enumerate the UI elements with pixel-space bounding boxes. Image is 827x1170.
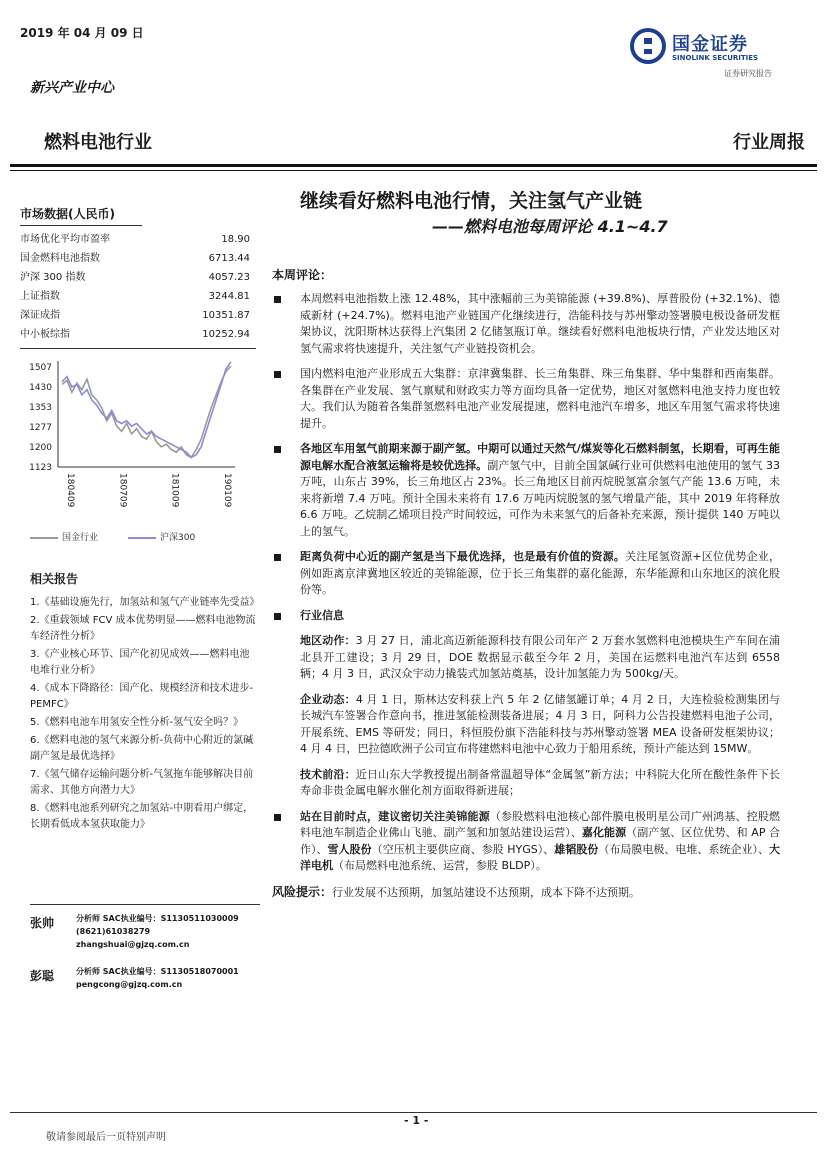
legend-label-industry: 国金行业 <box>62 533 99 543</box>
market-data-row <box>20 325 260 344</box>
comment-bullet <box>272 549 780 599</box>
footer-divider <box>10 1112 817 1113</box>
analyst-email[interactable]: pengcong@gjzq.com.cn <box>76 980 183 989</box>
industry-name: 燃料电池行业 <box>44 132 152 153</box>
main-content <box>272 266 780 901</box>
related-report-item[interactable]: 4.《成本下降路径：国产化、规模经济和技术进步-PEMFC》 <box>30 683 254 710</box>
analyst-sac: 分析师 SAC执业编号：S1130511030009 <box>76 914 239 923</box>
market-data-label: 国金燃料电池指数 <box>20 253 100 264</box>
analyst-info <box>76 965 239 991</box>
y-tick-label: 1277 <box>29 422 52 433</box>
market-data-divider <box>20 348 256 349</box>
analyst-entry <box>30 965 262 991</box>
series-line <box>62 362 231 458</box>
analyst-email[interactable]: zhangshuai@gjzq.com.cn <box>76 940 190 949</box>
analyst-info <box>76 912 239 951</box>
bullet-emphasis: 距离负荷中心近的副产氢是当下最优选择，也是最有价值的资源。 <box>300 550 626 563</box>
analyst-name: 彭聪 <box>30 969 55 983</box>
y-tick-label: 1123 <box>29 463 52 473</box>
bullet-text: （布局燃料电池系统、运营，参股 BLDP）。 <box>333 859 547 872</box>
related-reports <box>30 570 258 835</box>
series-line <box>62 366 231 457</box>
bullet-text: 关注尾氢资源+区位优势企业，例如距离京津冀地区较近的美锦能源，位于长三角集群的嘉化能源，东华能源和山东地区的滨化股份等。 <box>300 550 780 596</box>
analyst-entry <box>30 912 262 951</box>
report-subtitle: ——燃料电池每周评论 4.1~4.7 <box>432 217 668 236</box>
bullet-emphasis: 站在目前时点，建议密切关注美锦能源 <box>300 809 490 823</box>
tech-frontier <box>272 767 780 800</box>
risk-text: 行业发展不达预期，加氢站建设不达预期，成本下降不达预期。 <box>332 885 641 899</box>
market-data-row <box>20 230 260 249</box>
market-data-panel <box>20 205 260 349</box>
legend-item-industry <box>30 530 98 543</box>
y-tick-label: 1430 <box>29 383 52 394</box>
market-data-label: 上证指数 <box>20 291 60 302</box>
bullet-text: （参股燃料电池核心部件膜电极明星公司广州鸿基、控股燃料电池车制造企业佛山飞驰、副产氢和加氢站建设运营）、 <box>300 809 781 839</box>
weekly-comment-heading: 本周评论： <box>272 268 333 282</box>
x-tick-label: 180409 <box>65 473 75 508</box>
footer-note: 敬请参阅最后一页特别声明 <box>46 1132 166 1143</box>
related-report-item[interactable]: 8.《燃料电池系列研究之加氢站-中期看用户绑定，长期看低成本氢获取能力》 <box>30 803 254 830</box>
x-tick-label: 181009 <box>169 473 180 508</box>
header-divider-thin <box>10 170 817 171</box>
y-tick-label: 1353 <box>29 403 52 414</box>
para-label: 技术前沿： <box>300 767 356 781</box>
bullet-emphasis: 嘉化能源 <box>581 826 627 839</box>
bullet-emphasis: 雪人股份 <box>327 842 372 856</box>
x-tick-label: 190109 <box>222 473 232 508</box>
logo-sub-text: 证券研究报告 <box>724 69 772 78</box>
bullet-text: 副产氢气中，目前全国氯碱行业可供燃料电池使用的氢气 33 万吨，山东占 39%，长三角地区占 23%。长三角地区目前丙烷脱氢富余氢气产能 13.6 万吨，未来将新增 7.4 万吨。预计全国未来将有 17.6 万吨丙烷脱氢的氢气增量产能，其中 2019 年将释放 6.6 万吨。乙烷制乙烯项目投产时间较远，可作为未来氢气的后备补充来源，预计提供 140 万吨以上的氢气。 <box>300 458 780 538</box>
para-text: 3 月 27 日，浦北高迈新能源科技有限公司年产 2 万套水氢燃料电池模块生产车间在浦北县开工建设；3 月 29 日，DOE 数据显示截至今年 2 月，美国在运燃料电池汽车达到 6558 辆；4 月 3 日，武汉众宇动力撬装式加氢站奠基，设计加氢能力为 500kg/天。 <box>300 634 781 680</box>
industry-info-label: 行业信息 <box>300 608 344 622</box>
related-report-item[interactable]: 1.《基础设施先行，加氢站和氢气产业链率先受益》 <box>30 597 260 608</box>
market-data-row <box>20 287 260 306</box>
report-date: 2019 年 04 月 09 日 <box>20 26 144 40</box>
market-data-label: 市场优化平均市盈率 <box>20 234 110 245</box>
market-data-label: 中小板综指 <box>20 329 70 340</box>
market-data-value: 10252.94 <box>202 329 250 340</box>
report-type: 行业周报 <box>733 132 805 153</box>
risk-warning <box>272 884 780 902</box>
analyst-sac: 分析师 SAC执业编号：S1130518070001 <box>76 967 239 976</box>
market-data-value: 6713.44 <box>208 253 250 264</box>
chart-legend <box>30 530 195 543</box>
related-report-item[interactable]: 3.《产业核心环节、国产化初见成效——燃料电池电堆行业分析》 <box>30 649 250 676</box>
bullet-text: （空压机主要供应商、参股 HYGS）、 <box>371 842 555 856</box>
para-text: 4 月 1 日，斯林达安科获上汽 5 年 2 亿储氢罐订单；4 月 2 日，大连检验检测集团与长城汽车签署合作意向书，推进氢能检测装备进展；4 月 3 日，阿科力公告投建燃料电池子公司，开展系统、EMS 等研发；同日，科恒股份旗下浩能科技与苏州擎动签署 MEA 设备研发框架协议；4 月 4 日，巴拉德欧洲子公司宣布将建燃料电池中心致力于船用系统，预计产能达到 15MW。 <box>300 692 780 755</box>
analyst-divider <box>30 904 260 905</box>
bullet-text: （布局膜电极、电堆、系统企业）、 <box>598 842 770 856</box>
market-data-value: 10351.87 <box>202 310 250 321</box>
market-data-list <box>20 230 260 344</box>
bullet-emphasis: 雄韬股份 <box>554 842 599 856</box>
company-news <box>272 692 780 758</box>
market-data-row <box>20 249 260 268</box>
bullet-emphasis: 各地区车用氢气前期来源于副产氢。中期可以通过天然气/煤炭等化石燃料制氢，长期看，可再生能源电解水配合液氢运输将是较优选择。 <box>300 442 780 472</box>
x-tick-label: 180709 <box>117 473 128 508</box>
market-data-value: 18.90 <box>221 234 250 245</box>
bullet-emphasis: 大洋电机 <box>300 842 781 872</box>
comment-bullet: 本周燃料电池指数上涨 12.48%，其中涨幅前三为美锦能源 (+39.8%)、厚普股份 (+32.1%)、德威新材 (+24.7%)。燃料电池产业链国产化继续进行，浩能科技与苏州擎动签署膜电极设备研发框架协议，沈阳斯林达获得上汽集团 2 亿储氢瓶订单。继续看好燃料电池板块行情，产业发达地区对氢气需求将快速提升，关注氢气产业链投资机会。 <box>272 291 780 357</box>
y-tick-label: 1200 <box>29 442 52 453</box>
market-data-value: 4057.23 <box>208 272 250 283</box>
y-tick-label: 1507 <box>29 363 52 373</box>
page-number: - 1 - <box>404 1114 429 1127</box>
sinolink-logo-icon <box>630 28 666 64</box>
logo-en-text: SINOLINK SECURITIES <box>672 54 759 62</box>
related-report-item[interactable]: 6.《燃料电池的氢气来源分析-负荷中心附近的氯碱副产氢是最优选择》 <box>30 735 254 762</box>
para-label: 地区动作： <box>300 634 356 647</box>
related-report-item[interactable]: 5.《燃料电池车用氢安全性分析-氢气安全吗？》 <box>30 717 244 728</box>
market-data-row <box>20 268 260 287</box>
analysts-block <box>30 912 262 1005</box>
analyst-name: 张帅 <box>30 916 55 930</box>
recommendation-bullet <box>272 809 780 875</box>
market-data-row <box>20 306 260 325</box>
market-data-value: 3244.81 <box>208 291 250 302</box>
logo-cn-text: 国金证券 <box>672 34 748 55</box>
market-data-label: 沪深 300 指数 <box>20 272 86 283</box>
related-reports-title: 相关报告 <box>30 572 79 586</box>
comment-bullet <box>272 441 780 540</box>
risk-label: 风险提示： <box>272 884 333 899</box>
header-divider-thick <box>10 164 817 167</box>
report-title: 继续看好燃料电池行情，关注氢气产业链 <box>300 190 643 212</box>
market-data-label: 深证成指 <box>20 310 60 321</box>
bullet-text: （副产氢、区位优势、和 AP 合作）、 <box>300 826 780 856</box>
index-chart <box>20 355 250 550</box>
para-text: 近日山东大学教授提出制备常温超导体“金属氢”新方法；中科院大化所在酸性条件下长寿命非贵金属电解水催化剂方面取得新进展； <box>300 767 781 797</box>
comment-bullet: 国内燃料电池产业形成五大集群：京津冀集群、长三角集群、珠三角集群、华中集群和西南集群。各集群在产业发展、氢气禀赋和财政实力等方面均具备一定优势，地区对氢燃料电池支持力度也较大。我们认为随着各集群氢燃料电池产业发展提速，燃料电池汽车增多，地区车用氢气需求将快速提升。 <box>272 366 780 432</box>
related-report-item[interactable]: 7.《氢气储存运输问题分析-气氢拖车能够解决目前需求、其他方向潜力大》 <box>30 769 254 796</box>
related-reports-list <box>30 595 258 833</box>
sinolink-logo <box>630 24 800 84</box>
industry-info-heading <box>272 608 780 625</box>
related-report-item[interactable]: 2.《重载领域 FCV 成本优势明显——燃料电池物流车经济性分析》 <box>30 615 256 642</box>
analyst-phone: (8621)61038279 <box>76 927 151 936</box>
para-label: 企业动态： <box>300 692 356 706</box>
market-data-title: 市场数据(人民币) <box>20 205 142 226</box>
index-chart-svg <box>20 355 250 525</box>
research-center: 新兴产业中心 <box>30 80 114 96</box>
legend-item-hs300 <box>128 530 195 543</box>
legend-label-hs300: 沪深300 <box>160 533 196 543</box>
region-actions <box>272 633 780 683</box>
